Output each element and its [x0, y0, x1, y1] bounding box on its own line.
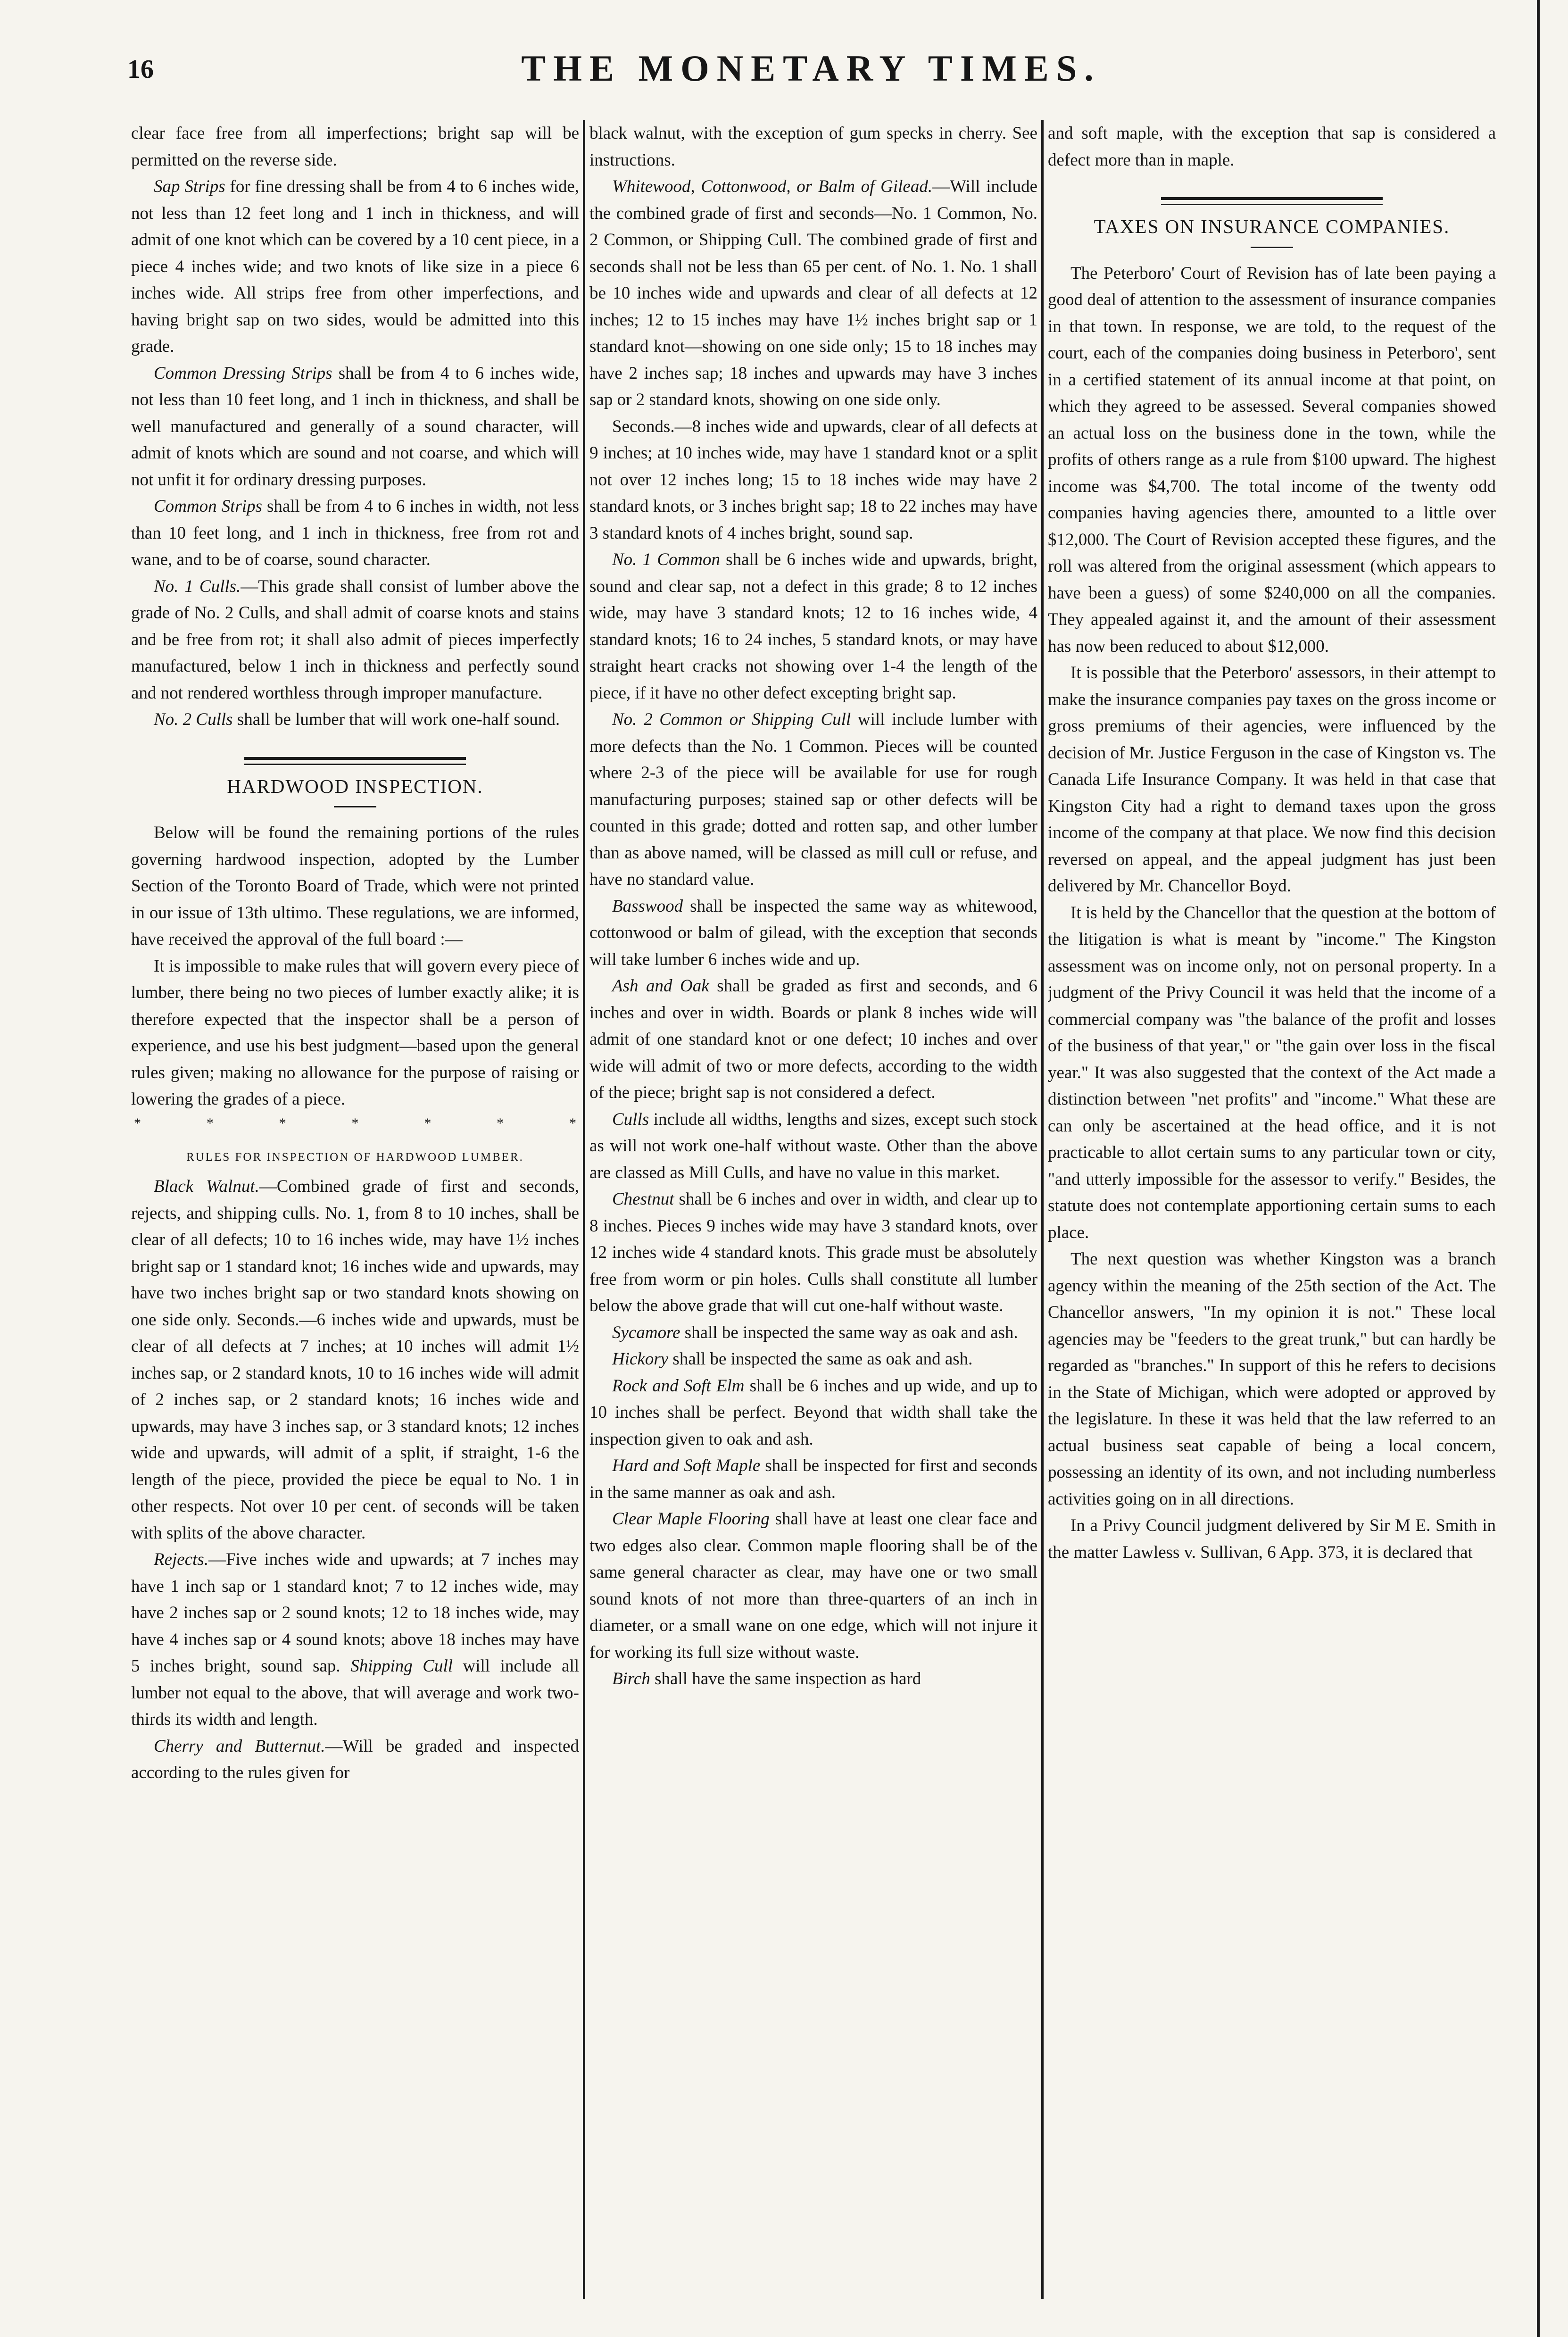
paragraph — [131, 360, 579, 494]
paragraph-text: shall be inspected the same way as whitewood, cottonwood or balm of gilead, with the exception that seconds will take lumber 6 inches wide and up. — [589, 896, 1037, 969]
heading-underline — [334, 806, 376, 807]
section-divider — [131, 757, 579, 768]
paragraph-lead: Sap Strips — [154, 177, 225, 196]
paragraph-text: shall be 6 inches and up wide, and up to 10 inches shall be perfect. Beyond that width shall take the inspection given to oak and ash. — [589, 1376, 1037, 1449]
subheading-rules: RULES FOR INSPECTION OF HARDWOOD LUMBER. — [186, 1150, 524, 1164]
paragraph — [589, 1666, 1037, 1693]
section-divider — [1048, 197, 1496, 208]
section-heading-hardwood-inspection: HARDWOOD INSPECTION. — [227, 775, 483, 797]
paragraph — [131, 707, 579, 733]
paragraph-text: —Five inches wide and upwards; at 7 inches may have 1 inch sap or 1 standard knot; 7 to 12 inches wide, may have 2 inches sap or 2 sound knots; 12 to 18 inches wide, may have 4 inches sap or 4 sound knots; above 18 inches may have 5 inches bright, sound sap. — [131, 1550, 579, 1676]
paragraph-lead: Hickory — [612, 1349, 669, 1369]
column-divider — [1041, 120, 1044, 2299]
column-divider — [583, 120, 585, 2299]
paragraph-text: include all widths, lengths and sizes, except such stock as will not work one-half without waste. Other than the above are classed as Mill Culls, and have no value in this market. — [589, 1109, 1037, 1182]
star: * — [279, 1115, 286, 1131]
page-number: 16 — [127, 55, 154, 84]
paragraph — [589, 1506, 1037, 1666]
paragraph: It is held by the Chancellor that the question at the bottom of the litigation is what is meant by "income." The Kingston assessment was on income only, not on personal property. In a judgment of the Privy Council it was held that the income of a commercial company was "the balance of the profit and losses of the business of that year," or "the gain over loss in the fiscal year." It was also suggested that the context of the Act made a distinction between "net profits" and "income." What these are can only be ascertained at the head office, and it is not practicable to allot certain sums to any particular town or city, "and utterly impossible for the assessor to verify." Besides, the statute does not contemplate apportioning certain sums to each place. — [1048, 903, 1496, 1242]
paragraph — [589, 1186, 1037, 1320]
paragraph-text: will include all lumber not equal to the above, that will average and work two-thirds its width and length. — [131, 1656, 579, 1729]
paragraph — [131, 493, 579, 574]
star: * — [351, 1115, 359, 1131]
paragraph — [589, 707, 1037, 893]
paragraph — [131, 1173, 579, 1547]
paragraph — [131, 1733, 579, 1787]
paragraph-lead: Common Strips — [154, 497, 262, 516]
paragraph-lead: Rejects. — [154, 1550, 209, 1569]
paragraph-text: will include lumber with more defects than the No. 1 Common. Pieces will be counted where 2-3 of the piece will be available for use for rough manufacturing purposes; stained sap or other defects will be counted in this grade; dotted and rotten sap, and other lumber than as above named, will be classed as mill cull or refuse, and have no standard value. — [589, 710, 1037, 889]
star: * — [134, 1115, 141, 1131]
paragraph-text: shall be inspected the same way as oak and ash. — [680, 1322, 1018, 1342]
paragraph-lead: Rock and Soft Elm — [612, 1376, 745, 1396]
paragraph — [589, 973, 1037, 1106]
masthead-title: THE MONETARY TIMES. — [521, 48, 1101, 89]
paragraph: In a Privy Council judgment delivered by Sir M E. Smith in the matter Lawless v. Sullivan, 6 App. 373, it is declared that — [1048, 1516, 1496, 1562]
paragraph-text: shall be inspected the same as oak and ash. — [668, 1349, 973, 1369]
page-edge-border — [1537, 0, 1540, 2337]
paragraph-text: shall be lumber that will work one-half sound. — [232, 710, 560, 729]
paragraph — [589, 1106, 1037, 1187]
column-3 — [1048, 120, 1496, 2299]
paragraph: Below will be found the remaining portions of the rules governing hardwood inspection, adopted by the Lumber Section of the Toronto Board of Trade, which were not printed in our issue of 13th ultimo. These regulations, we are informed, have received the approval of the full board :— — [131, 823, 579, 949]
paragraph-text: —This grade shall consist of lumber above the grade of No. 2 Culls, and shall admit of coarse knots and stains and be free from rot; it shall also admit of pieces imperfectly manufactured, below 1 inch in thickness and perfectly sound and not rendered worthless through improper manufacture. — [131, 576, 579, 703]
paragraph-lead: Shipping Cull — [350, 1656, 453, 1676]
page-header — [127, 47, 1495, 99]
paragraph-text: —Will be graded and inspected according to the rules given for — [131, 1736, 579, 1782]
paragraph-lead: Clear Maple Flooring — [612, 1509, 770, 1529]
paragraph: It is possible that the Peterboro' assessors, in their attempt to make the insurance companies pay taxes on the gross income or gross premiums of their agencies, were influenced by the decision of Mr. Justice Ferguson in the case of Kingston vs. The Canada Life Insurance Company. It was held in that case that Kingston City had a right to demand taxes upon the gross income of the company at that place. We now find this decision reversed on appeal, and the appeal judgment has just been delivered by Mr. Chancellor Boyd. — [1048, 663, 1496, 896]
star: * — [424, 1115, 431, 1131]
paragraph-lead: Sycamore — [612, 1322, 680, 1342]
paragraph — [131, 1547, 579, 1733]
column-2 — [589, 120, 1037, 2299]
paragraph-lead: Birch — [612, 1669, 650, 1688]
star: * — [497, 1115, 504, 1131]
paragraph-lead: Chestnut — [612, 1189, 674, 1209]
heading-underline — [1251, 247, 1293, 248]
paragraph — [589, 547, 1037, 707]
paragraph — [131, 574, 579, 707]
paragraph-lead: Whitewood, Cottonwood, or Balm of Gilead. — [612, 177, 933, 196]
article-columns — [131, 120, 1494, 2299]
paragraph-text: —Combined grade of first and seconds, rejects, and shipping culls. No. 1, from 8 to 10 inches, shall be clear of all defects; 10 to 16 inches wide, may have 1½ inches bright sap or 1 standard knot; 16 inches wide and upwards, may have two inches bright sap or two standard knots showing on one side only. Seconds.—6 inches wide and upwards, must be clear of all defects at 7 inches; at 10 inches will admit 1½ inches sap, or 2 standard knots, 10 to 16 inches wide will admit of 2 inches sap, or 2 standard knots; 16 inches wide and upwards, may have 3 inches sap, or 3 standard knots; 12 inches wide and upwards, will admit of a split, if straight, 1-6 the length of the piece, provided the piece be equal to No. 1 in other respects. Not over 10 per cent. of seconds will be taken with splits of the above character. — [131, 1177, 579, 1543]
paragraph-lead: Cherry and Butternut. — [154, 1736, 325, 1756]
paragraph — [589, 893, 1037, 973]
paragraph-text: shall be inspected for first and seconds in the same manner as oak and ash. — [589, 1456, 1037, 1502]
paragraph-text: shall have the same inspection as hard — [650, 1669, 921, 1688]
paragraph: and soft maple, with the exception that sap is considered a defect more than in maple. — [1048, 124, 1496, 170]
paragraph — [131, 174, 579, 360]
paragraph-lead: No. 1 Culls. — [154, 576, 241, 596]
paragraph-lead: No. 2 Culls — [154, 710, 233, 729]
column-1 — [131, 120, 579, 2299]
paragraph: black walnut, with the exception of gum specks in cherry. See instructions. — [589, 124, 1037, 170]
star: * — [569, 1115, 576, 1131]
ellipsis-stars — [131, 1114, 579, 1133]
paragraph-lead: Culls — [612, 1109, 649, 1129]
paragraph-text: —Will include the combined grade of first and seconds—No. 1 Common, No. 2 Common, or Shipping Cull. The combined grade of first and seconds shall not be less than 65 per cent. of No. 1. No. 1 shall be 10 inches wide and upwards and clear of all defects at 12 inches; 12 to 15 inches may have 1½ inches bright sap or 1 standard knot—showing on one side only; 15 to 18 inches may have 2 inches sap; 18 inches and upwards may have 3 inches sap or 2 standard knots, showing on one side only. — [589, 177, 1037, 409]
paragraph — [589, 1346, 1037, 1373]
paragraph: The next question was whether Kingston was a branch agency within the meaning of the 25th section of the Act. The Chancellor answers, "In my opinion it is not." These local agencies may be "feeders to the great trunk," but can hardly be regarded as "branches." In support of this he refers to decisions in the State of Michigan, which were adopted or approved by the legislature. In these it was held that the law referred to an actual business seat capable of being a local concern, possessing an identity of its own, and not including numberless activities going on in all directions. — [1048, 1249, 1496, 1509]
paragraph-text: shall be from 4 to 6 inches wide, not less than 10 feet long, and 1 inch in thickness, and shall be well manufactured and generally of a sound character, will admit of knots which are sound and not coarse, and which will not unfit it for ordinary dressing purposes. — [131, 363, 579, 490]
paragraph-lead: Hard and Soft Maple — [612, 1456, 761, 1475]
paragraph — [589, 1453, 1037, 1506]
paragraph-lead: Black Walnut. — [154, 1177, 259, 1196]
paragraph: It is impossible to make rules that will govern every piece of lumber, there being no two pieces of lumber exactly alike; it is therefore expected that the inspector shall be a person of experience, and use his best judgment—based upon the general rules given; making no allowance for the purpose of raising or lowering the grades of a piece. — [131, 956, 579, 1109]
paragraph-lead: Ash and Oak — [612, 976, 709, 996]
paragraph-lead: Common Dressing Strips — [154, 363, 332, 383]
paragraph — [589, 1373, 1037, 1453]
paragraph — [589, 174, 1037, 414]
paragraph-text: shall be from 4 to 6 inches in width, not less than 10 feet long, and 1 inch in thickness, free from rot and wane, and to be of coarse, sound character. — [131, 497, 579, 569]
paragraph-text: for fine dressing shall be from 4 to 6 inches wide, not less than 12 feet long and 1 inch in thickness, and will admit of one knot which can be covered by a 10 cent piece, in a piece 4 inches wide; and two knots of like size in a piece 6 inches wide. All strips free from other imperfections, and having bright sap on two sides, would be admitted into this grade. — [131, 177, 579, 356]
section-heading-insurance-taxes: TAXES ON INSURANCE COMPANIES. — [1094, 216, 1450, 237]
paragraph-text: shall have at least one clear face and two edges also clear. Common maple flooring shall be of the same general character as clear, may have one or two small sound knots of not more than three-quarters of an inch in diameter, or a small wane on one edge, which will not injure it for working its full size without waste. — [589, 1509, 1037, 1662]
paragraph-lead: No. 2 Common or Shipping Cull — [612, 710, 851, 729]
star: * — [206, 1115, 214, 1131]
paragraph: clear face free from all imperfections; bright sap will be permitted on the reverse side. — [131, 124, 579, 170]
paragraph: The Peterboro' Court of Revision has of late been paying a good deal of attention to the assessment of insurance companies in that town. In response, we are told, to the request of the court, each of the companies doing business in Peterboro', sent in a certified statement of its annual income at that point, on which they agreed to be assessed. Several companies showed an actual loss on the business done in the town, while the profits of others range as a rule from $100 upward. The highest income was $4,700. The total income of the twenty odd companies having agencies there, amounted to a little over $12,000. The Court of Revision accepted these figures, and the roll was altered from the original assessment (which appears to have been a guess) of some $240,000 on all the companies. They appealed against it, and the amount of their assessment has now been reduced to about $12,000. — [1048, 263, 1496, 656]
paragraph: Seconds.—8 inches wide and upwards, clear of all defects at 9 inches; at 10 inches wide, may have 1 standard knot or a split not over 12 inches long; 15 to 18 inches wide may have 2 standard knots, or 3 inches bright sap; 18 to 22 inches may have 3 standard knots of 4 inches bright, sound sap. — [589, 416, 1037, 543]
paragraph-text: shall be 6 inches and over in width, and clear up to 8 inches. Pieces 9 inches wide may have 3 standard knots, over 12 inches wide 4 standard knots. This grade must be absolutely free from worm or pin holes. Culls shall constitute all lumber below the above grade that will cut one-half without waste. — [589, 1189, 1037, 1315]
paragraph-lead: No. 1 Common — [612, 550, 720, 569]
paragraph-lead: Basswood — [612, 896, 683, 916]
paragraph-text: shall be 6 inches wide and upwards, bright, sound and clear sap, not a defect in this grade; 8 to 12 inches wide, may have 3 standard knots; 12 to 16 inches wide, 4 standard knots; 16 to 24 inches, 5 standard knots, or may have straight heart cracks not showing over 1-4 the length of the piece, if it have no other defect excepting bright sap. — [589, 550, 1037, 703]
paragraph-text: shall be graded as first and seconds, and 6 inches and over in width. Boards or plank 8 inches wide will admit of one standard knot or one defect; 10 inches and over wide will admit of two or more defects, according to the width of the piece; bright sap is not considered a defect. — [589, 976, 1037, 1102]
paragraph — [589, 1320, 1037, 1347]
